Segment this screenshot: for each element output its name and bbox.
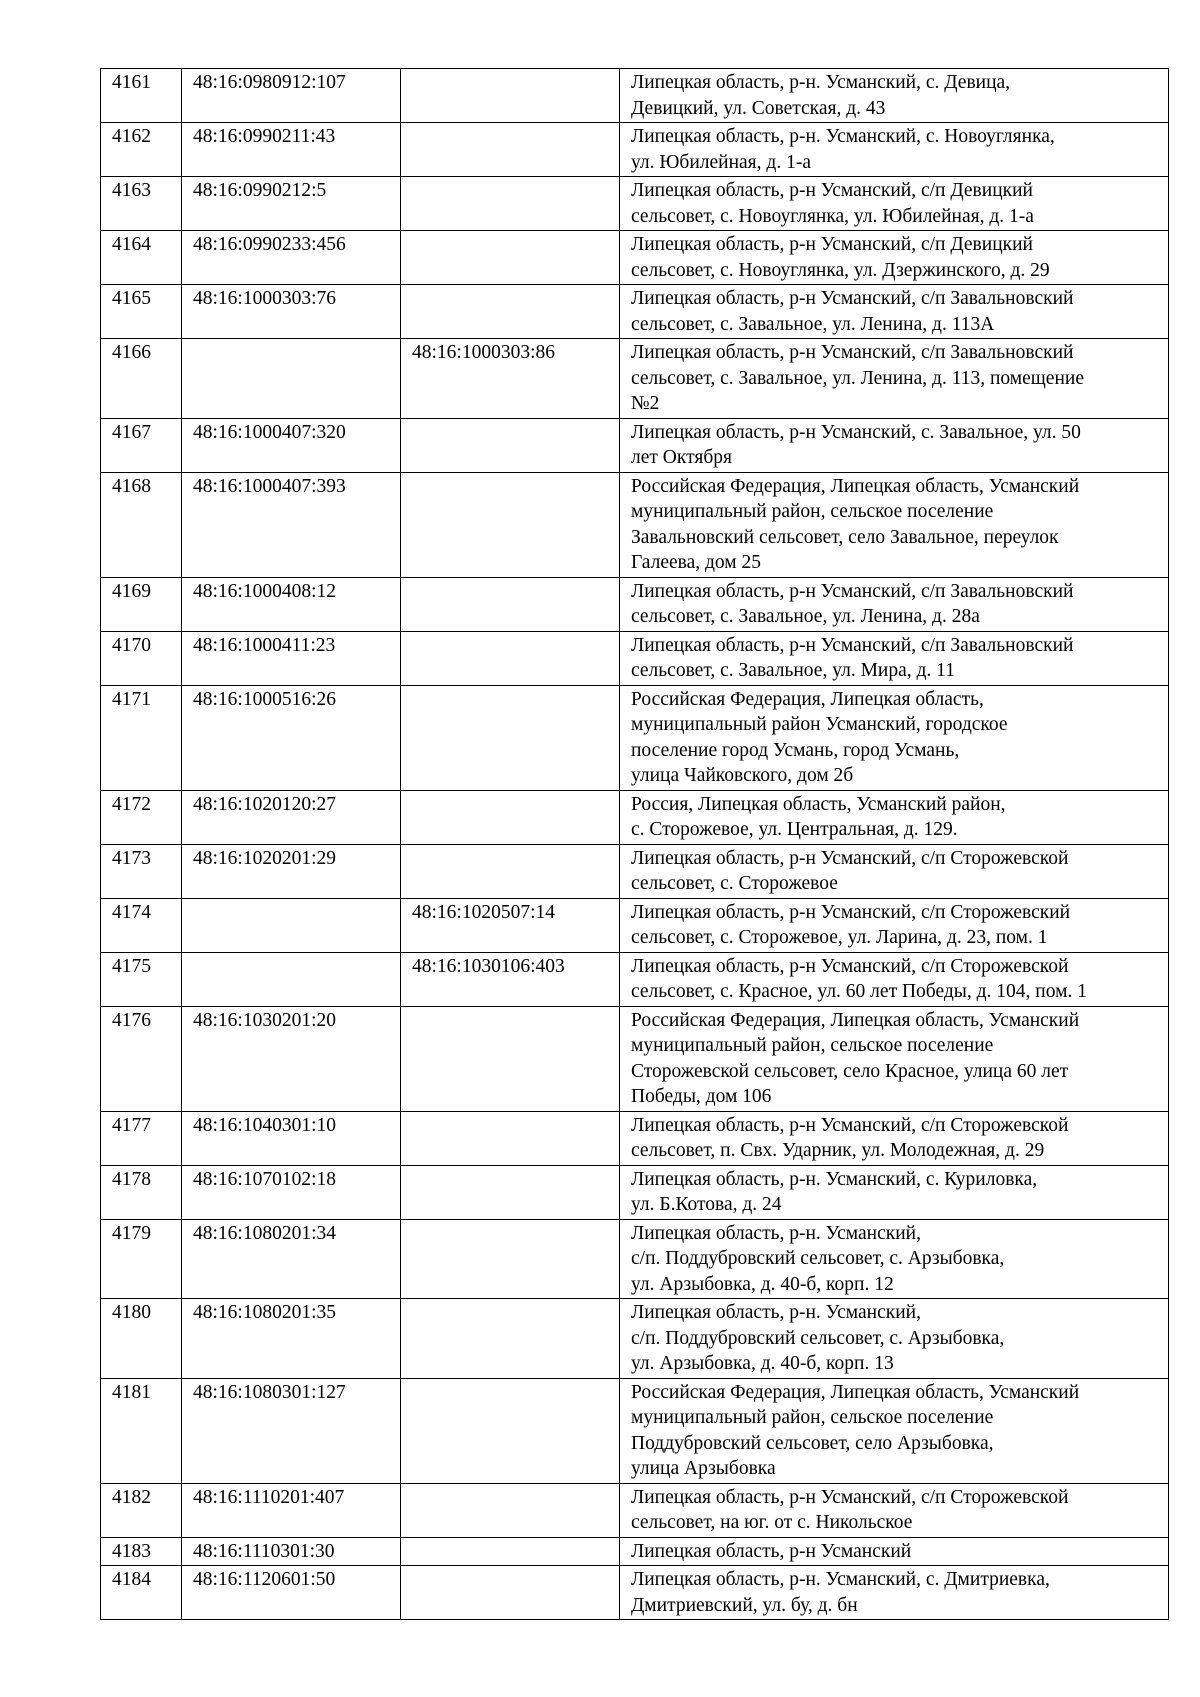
row-number: 4174 (101, 898, 182, 952)
cadastral-number-parcel: 48:16:1000303:76 (182, 285, 401, 339)
address-line: сельсовет, п. Свх. Ударник, ул. Молодежная, д. 29 (631, 1140, 1045, 1161)
address-line: Липецкая область, р-н Усманский, с/п Завальновский (631, 634, 1074, 656)
row-number: 4173 (101, 844, 182, 898)
address-line: Дмитриевский, ул. бу, д. бн (631, 1594, 858, 1616)
table-row (101, 898, 1169, 952)
address-line: сельсовет, с. Новоуглянка, ул. Юбилейная, д. 1-а (631, 205, 1034, 227)
cadastral-number-parcel: 48:16:1020201:29 (182, 844, 401, 898)
cadastral-number-parcel (182, 898, 401, 952)
row-number: 4175 (101, 952, 182, 1006)
cadastral-number-parcel: 48:16:0990212:5 (182, 177, 401, 231)
address-cell (620, 177, 1169, 231)
row-number: 4171 (101, 685, 182, 790)
row-number: 4164 (101, 231, 182, 285)
address-cell (620, 1566, 1169, 1620)
cadastral-number-room (401, 123, 620, 177)
table-row (101, 952, 1169, 1006)
row-number: 4165 (101, 285, 182, 339)
address-line: сельсовет, с. Завальное, ул. Мира, д. 11 (631, 660, 955, 681)
address-line: с/п. Поддубровский сельсовет, с. Арзыбовка, (631, 1327, 1005, 1349)
table-row (101, 577, 1169, 631)
address-line: Липецкая область, р-н. Усманский, (631, 1302, 921, 1323)
table-row (101, 844, 1169, 898)
address-line: Российская Федерация, Липецкая область, (631, 688, 984, 710)
address-cell (620, 472, 1169, 577)
address-cell (620, 1165, 1169, 1219)
address-cell (620, 844, 1169, 898)
row-number: 4166 (101, 339, 182, 419)
table-row (101, 631, 1169, 685)
table-row (101, 1378, 1169, 1483)
row-number: 4183 (101, 1537, 182, 1566)
address-cell (620, 1299, 1169, 1379)
table-row (101, 123, 1169, 177)
row-number: 4180 (101, 1299, 182, 1379)
row-number: 4177 (101, 1111, 182, 1165)
address-cell (620, 339, 1169, 419)
address-line: №2 (631, 393, 660, 414)
address-line: сельсовет, с. Завальное, ул. Ленина, д. 113, помещение (631, 367, 1084, 389)
table-row (101, 1111, 1169, 1165)
address-line: Липецкая область, р-н Усманский, с/п Сторожевской (631, 955, 1069, 977)
cadastral-number-parcel: 48:16:1120601:50 (182, 1566, 401, 1620)
row-number: 4168 (101, 472, 182, 577)
address-line: Липецкая область, р-н. Усманский, с. Новоуглянка, (631, 126, 1055, 147)
address-line: ул. Арзыбовка, д. 40-б, корп. 12 (631, 1273, 894, 1295)
table-row (101, 790, 1169, 844)
address-line: сельсовет, с. Новоуглянка, ул. Дзержинского, д. 29 (631, 259, 1050, 281)
address-line: Завальновский сельсовет, село Завальное, переулок (631, 526, 1059, 548)
address-cell (620, 418, 1169, 472)
address-line: Липецкая область, р-н. Усманский, с. Дмитриевка, (631, 1569, 1050, 1590)
cadastral-number-room (401, 1483, 620, 1537)
cadastral-number-parcel: 48:16:1080201:35 (182, 1299, 401, 1379)
address-line: с/п. Поддубровский сельсовет, с. Арзыбовка, (631, 1248, 1005, 1269)
address-cell (620, 952, 1169, 1006)
table-row (101, 231, 1169, 285)
row-number: 4162 (101, 123, 182, 177)
cadastral-number-parcel: 48:16:0990233:456 (182, 231, 401, 285)
row-number: 4184 (101, 1566, 182, 1620)
address-line: сельсовет, с. Сторожевое, ул. Ларина, д. 23, пом. 1 (631, 927, 1048, 948)
address-line: Липецкая область, р-н Усманский (631, 1540, 912, 1562)
address-line: Липецкая область, р-н Усманский, с/п Завальновский (631, 342, 1074, 363)
cadastral-number-parcel: 48:16:1080201:34 (182, 1219, 401, 1299)
cadastral-number-room (401, 1537, 620, 1566)
row-number: 4170 (101, 631, 182, 685)
cadastral-number-room (401, 1165, 620, 1219)
cadastral-number-parcel: 48:16:0980912:107 (182, 69, 401, 123)
row-number: 4172 (101, 790, 182, 844)
cadastral-number-room (401, 1111, 620, 1165)
address-line: Липецкая область, р-н Усманский, с/п Сторожевской (631, 1486, 1069, 1508)
address-line: Российская Федерация, Липецкая область, Усманский (631, 475, 1080, 497)
table-row (101, 1006, 1169, 1111)
cadastral-number-parcel: 48:16:1000411:23 (182, 631, 401, 685)
table-row (101, 177, 1169, 231)
cadastral-number-room: 48:16:1030106:403 (401, 952, 620, 1006)
address-line: Россия, Липецкая область, Усманский район, (631, 793, 1006, 815)
address-cell (620, 685, 1169, 790)
address-line: Сторожевской сельсовет, село Красное, улица 60 лет (631, 1060, 1069, 1082)
address-line: Липецкая область, р-н Усманский, с/п Завальновский (631, 288, 1074, 309)
address-cell (620, 69, 1169, 123)
address-line: Липецкая область, р-н Усманский, с/п Завальновский (631, 580, 1074, 602)
address-cell (620, 231, 1169, 285)
property-registry-table (100, 68, 1169, 1620)
cadastral-number-parcel: 48:16:1000407:320 (182, 418, 401, 472)
cadastral-number-parcel: 48:16:1000408:12 (182, 577, 401, 631)
address-line: ул. Б.Котова, д. 24 (631, 1194, 782, 1215)
cadastral-number-parcel (182, 952, 401, 1006)
cadastral-number-room (401, 790, 620, 844)
address-line: муниципальный район, сельское поселение (631, 1035, 994, 1056)
address-cell (620, 123, 1169, 177)
address-line: Девицкий, ул. Советская, д. 43 (631, 97, 886, 119)
address-line: сельсовет, с. Красное, ул. 60 лет Победы, д. 104, пом. 1 (631, 981, 1087, 1002)
address-line: сельсовет, на юг. от с. Никольское (631, 1512, 913, 1533)
cadastral-number-room (401, 472, 620, 577)
cadastral-number-room (401, 844, 620, 898)
address-line: сельсовет, с. Сторожевое (631, 873, 838, 894)
address-cell (620, 898, 1169, 952)
table-row (101, 472, 1169, 577)
address-line: Липецкая область, р-н. Усманский, с. Девица, (631, 72, 1011, 93)
address-line: Липецкая область, р-н. Усманский, с. Куриловка, (631, 1168, 1038, 1190)
row-number: 4182 (101, 1483, 182, 1537)
cadastral-number-room (401, 631, 620, 685)
cadastral-number-parcel (182, 339, 401, 419)
cadastral-number-room (401, 1006, 620, 1111)
cadastral-number-room: 48:16:1000303:86 (401, 339, 620, 419)
cadastral-number-room (401, 577, 620, 631)
cadastral-number-parcel: 48:16:1020120:27 (182, 790, 401, 844)
address-line: ул. Юбилейная, д. 1-а (631, 151, 811, 173)
cadastral-number-room (401, 285, 620, 339)
address-line: муниципальный район, сельское поселение (631, 501, 994, 522)
address-line: лет Октября (631, 447, 732, 468)
address-cell (620, 1537, 1169, 1566)
table-row (101, 285, 1169, 339)
address-cell (620, 1378, 1169, 1483)
table-row (101, 1299, 1169, 1379)
address-line: Поддубровский сельсовет, село Арзыбовка, (631, 1432, 994, 1454)
address-line: муниципальный район Усманский, городское (631, 714, 1008, 735)
address-cell (620, 1483, 1169, 1537)
address-line: Победы, дом 106 (631, 1086, 772, 1107)
table-row (101, 1537, 1169, 1566)
address-line: сельсовет, с. Завальное, ул. Ленина, д. 113А (631, 313, 995, 335)
cadastral-number-parcel: 48:16:1000407:393 (182, 472, 401, 577)
cadastral-number-room (401, 1219, 620, 1299)
address-line: улица Чайковского, дом 2б (631, 765, 854, 786)
table-row (101, 685, 1169, 790)
cadastral-number-room (401, 418, 620, 472)
cadastral-number-parcel: 48:16:1110301:30 (182, 1537, 401, 1566)
cadastral-number-parcel: 48:16:1040301:10 (182, 1111, 401, 1165)
address-cell (620, 1219, 1169, 1299)
address-line: Российская Федерация, Липецкая область, Усманский (631, 1009, 1080, 1031)
address-cell (620, 1111, 1169, 1165)
row-number: 4163 (101, 177, 182, 231)
cadastral-number-room: 48:16:1020507:14 (401, 898, 620, 952)
table-row (101, 1483, 1169, 1537)
cadastral-number-parcel: 48:16:1110201:407 (182, 1483, 401, 1537)
row-number: 4178 (101, 1165, 182, 1219)
row-number: 4169 (101, 577, 182, 631)
address-line: Российская Федерация, Липецкая область, Усманский (631, 1381, 1080, 1403)
address-cell (620, 285, 1169, 339)
cadastral-number-room (401, 1566, 620, 1620)
table-row (101, 418, 1169, 472)
table-row (101, 69, 1169, 123)
address-line: Липецкая область, р-н Усманский, с/п Девицкий (631, 180, 1033, 201)
address-line: Липецкая область, р-н Усманский, с/п Сторожевский (631, 901, 1071, 923)
cadastral-number-room (401, 1299, 620, 1379)
address-cell (620, 631, 1169, 685)
cadastral-number-parcel: 48:16:1030201:20 (182, 1006, 401, 1111)
address-line: с. Сторожевое, ул. Центральная, д. 129. (631, 819, 958, 840)
address-line: Липецкая область, р-н. Усманский, (631, 1222, 921, 1244)
cadastral-number-room (401, 1378, 620, 1483)
row-number: 4161 (101, 69, 182, 123)
address-line: поселение город Усмань, город Усмань, (631, 739, 960, 761)
address-cell (620, 577, 1169, 631)
cadastral-number-room (401, 685, 620, 790)
cadastral-number-room (401, 69, 620, 123)
table-row (101, 1219, 1169, 1299)
row-number: 4179 (101, 1219, 182, 1299)
cadastral-number-parcel: 48:16:0990211:43 (182, 123, 401, 177)
cadastral-number-parcel: 48:16:1000516:26 (182, 685, 401, 790)
address-cell (620, 790, 1169, 844)
row-number: 4167 (101, 418, 182, 472)
address-line: улица Арзыбовка (631, 1458, 776, 1479)
address-cell (620, 1006, 1169, 1111)
registry-body (101, 69, 1169, 1620)
table-row (101, 1165, 1169, 1219)
address-line: ул. Арзыбовка, д. 40-б, корп. 13 (631, 1353, 894, 1374)
address-line: Липецкая область, р-н Усманский, с/п Сторожевской (631, 1114, 1069, 1136)
table-row (101, 1566, 1169, 1620)
address-line: Липецкая область, р-н Усманский, с. Завальное, ул. 50 (631, 421, 1081, 443)
address-line: Липецкая область, р-н Усманский, с/п Девицкий (631, 234, 1033, 255)
cadastral-number-room (401, 177, 620, 231)
cadastral-number-parcel: 48:16:1080301:127 (182, 1378, 401, 1483)
row-number: 4181 (101, 1378, 182, 1483)
cadastral-number-room (401, 231, 620, 285)
address-line: сельсовет, с. Завальное, ул. Ленина, д. 28а (631, 606, 980, 627)
address-line: муниципальный район, сельское поселение (631, 1407, 994, 1428)
table-row (101, 339, 1169, 419)
row-number: 4176 (101, 1006, 182, 1111)
address-line: Галеева, дом 25 (631, 552, 762, 573)
cadastral-number-parcel: 48:16:1070102:18 (182, 1165, 401, 1219)
address-line: Липецкая область, р-н Усманский, с/п Сторожевской (631, 847, 1069, 869)
